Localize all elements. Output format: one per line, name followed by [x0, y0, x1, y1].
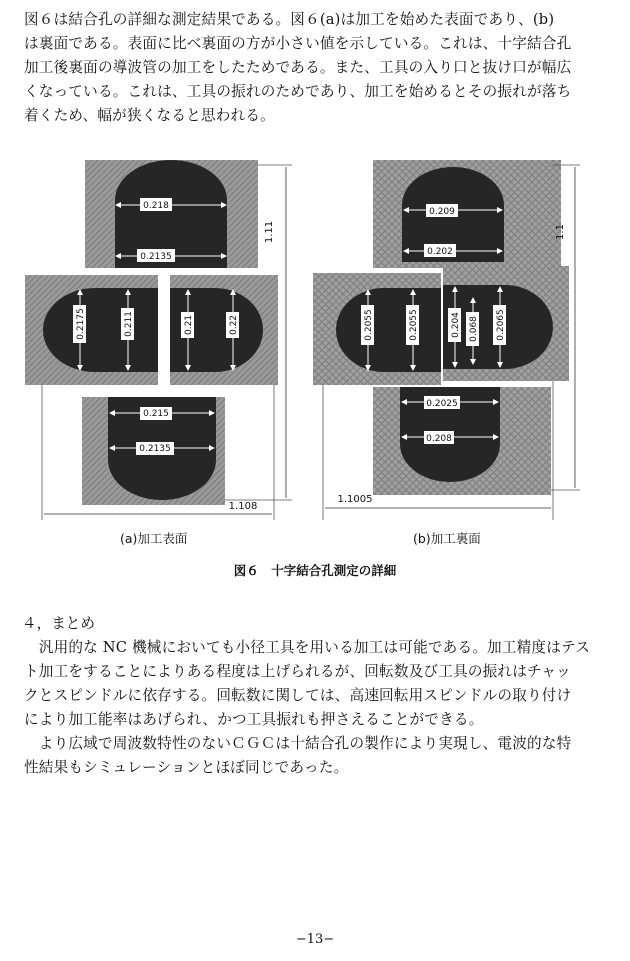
label-b-top-w1: 0.209 [429, 207, 455, 217]
section-paragraph-2 [24, 732, 612, 780]
label-b-bottom-w2: 0.208 [426, 434, 452, 444]
label-a-top-w1: 0.218 [143, 201, 169, 211]
label-b-left-h1: 0.2055 [364, 309, 374, 341]
panel-b-caption: (b)加工裏面 [413, 531, 481, 546]
panel-a [25, 160, 292, 520]
para2-line: より広域で周波数特性のないＣＧＣは十結合孔の製作により実現し、電波的な特 [24, 735, 572, 752]
section-paragraph-1 [24, 636, 612, 732]
figure-caption: 図６ 十字結合孔測定の詳細 [233, 563, 397, 578]
para2-line: 性結果もシミュレーションとほぼ同じであった。 [24, 759, 349, 776]
label-b-total-v: 1.1 [555, 224, 566, 240]
label-b-right-h2: 0.068 [469, 316, 479, 342]
page-number: −13− [295, 932, 335, 947]
para1-line: ト加工をすることによりある程度は上げられるが、回転数及び工具の振れはチャッ [24, 663, 571, 680]
label-a-total-v: 1.11 [264, 220, 275, 244]
label-a-bottom-w2: 0.2135 [139, 444, 171, 454]
label-a-bottom-w1: 0.215 [143, 409, 169, 419]
para1-line: 汎用的な NC 機械においても小径工具を用いる加工は可能である。加工精度はテス [24, 639, 591, 656]
section-heading: ４，まとめ [22, 615, 95, 632]
intro-line: 図６は結合孔の詳細な測定結果である。図６(a)は加工を始めた表面であり、(b) [24, 11, 555, 28]
label-a-right-h2: 0.22 [229, 314, 239, 336]
intro-line: くなっている。これは、工具の振れのためであり、加工を始めるとその振れが落ち [24, 83, 572, 100]
para1-line: により加工能率はあげられ、かつ工具振れも押さえることができる。 [24, 711, 484, 728]
intro-line: 着くため、幅が狭くなると思われる。 [24, 107, 275, 124]
panel-b-left-hole [336, 288, 441, 372]
label-a-left-h1: 0.2175 [76, 308, 86, 340]
label-a-top-w2: 0.2135 [140, 252, 172, 262]
label-b-right-h1: 0.204 [451, 312, 461, 338]
label-a-right-h1: 0.21 [184, 314, 194, 336]
panel-a-caption: (a)加工表面 [120, 531, 188, 546]
para1-line: クとスピンドルに依存する。回転数に関しては、高速回転用スピンドルの取り付け [24, 687, 572, 704]
label-b-total-h: 1.1005 [337, 494, 373, 505]
label-a-left-h2: 0.211 [124, 311, 134, 337]
intro-line: は裏面である。表面に比べ裏面の方が小さい値を示している。これは、十字結合孔 [24, 35, 572, 52]
label-b-bottom-w1: 0.2025 [426, 399, 458, 409]
label-a-total-h: 1.108 [228, 501, 258, 512]
label-b-top-w2: 0.202 [427, 247, 453, 257]
panel-a-left-hole [43, 288, 158, 372]
label-b-left-h2: 0.2055 [409, 309, 419, 341]
label-b-right-h3: 0.2065 [496, 309, 506, 341]
intro-line: 加工後裏面の導波管の加工をしたためである。また、工具の入り口と抜け口が幅広 [24, 59, 572, 76]
